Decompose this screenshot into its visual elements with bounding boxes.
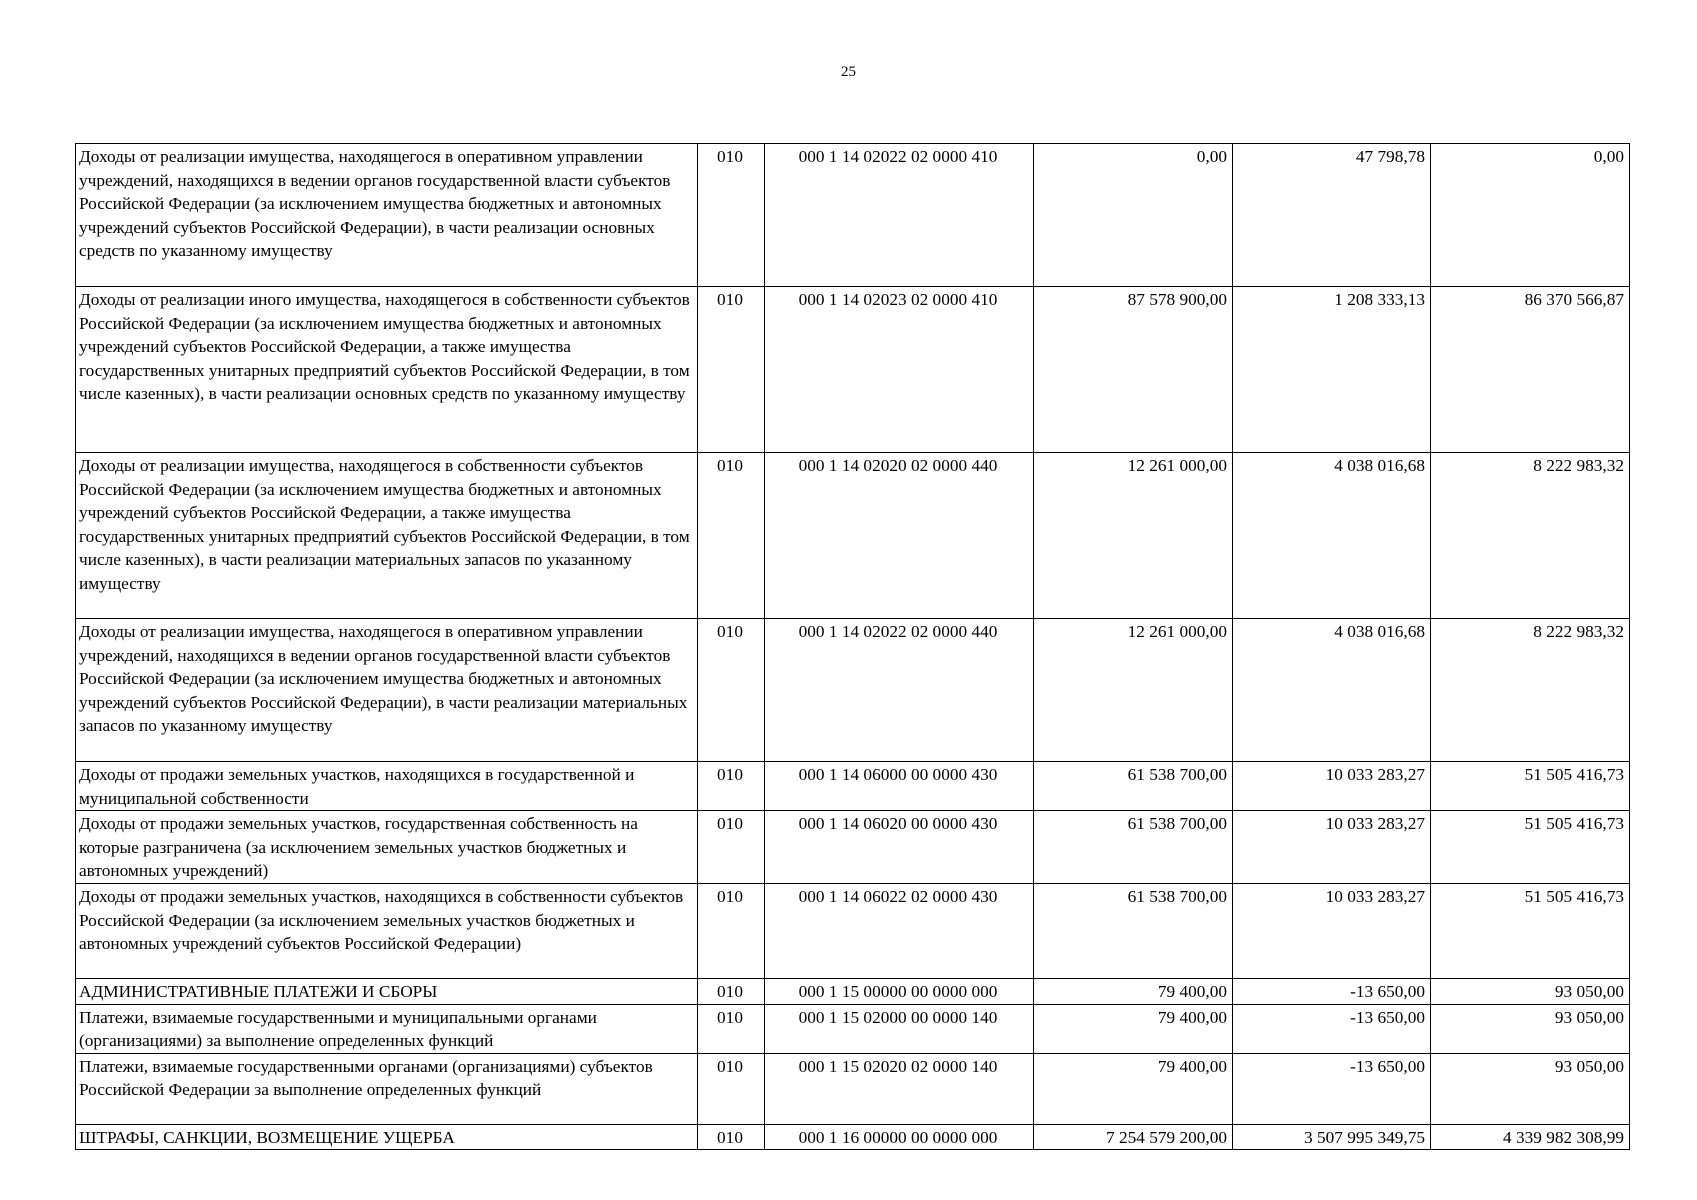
revenue-description: Доходы от продажи земельных участков, государственная собственность на которые разграничена (за исключением земельных участков бюджетных и автономных учреждений) <box>76 811 698 884</box>
budget-classification-code: 000 1 15 02020 02 0000 140 <box>765 1053 1034 1124</box>
line-code: 010 <box>698 287 765 453</box>
table-row <box>76 1004 1630 1053</box>
unexecuted-amount: 4 339 982 308,99 <box>1431 1124 1630 1150</box>
executed-amount: -13 650,00 <box>1233 1004 1431 1053</box>
approved-amount: 79 400,00 <box>1034 978 1233 1004</box>
revenue-description: Платежи, взимаемые государственными и муниципальными органами (организациями) за выполнение определенных функций <box>76 1004 698 1053</box>
revenue-description: Доходы от реализации имущества, находящегося в собственности субъектов Российской Федерации (за исключением имущества бюджетных и автономных учреждений субъектов Российской Федерации, а также имущества государственных унитарных предприятий субъектов Российской Федерации, в том числе казенных), в части реализации материальных запасов по указанному имуществу <box>76 453 698 619</box>
line-code: 010 <box>698 1124 765 1150</box>
line-code: 010 <box>698 883 765 978</box>
table-row <box>76 144 1630 287</box>
table-row <box>76 811 1630 884</box>
unexecuted-amount: 86 370 566,87 <box>1431 287 1630 453</box>
budget-classification-code: 000 1 14 06020 00 0000 430 <box>765 811 1034 884</box>
unexecuted-amount: 8 222 983,32 <box>1431 619 1630 762</box>
revenue-description: АДМИНИСТРАТИВНЫЕ ПЛАТЕЖИ И СБОРЫ <box>76 978 698 1004</box>
revenue-description: Доходы от реализации имущества, находящегося в оперативном управлении учреждений, находящихся в ведении органов государственной власти субъектов Российской Федерации (за исключением имущества бюджетных и автономных учреждений субъектов Российской Федерации), в части реализации материальных запасов по указанному имуществу <box>76 619 698 762</box>
table-row <box>76 453 1630 619</box>
unexecuted-amount: 51 505 416,73 <box>1431 811 1630 884</box>
line-code: 010 <box>698 144 765 287</box>
table-row <box>76 619 1630 762</box>
table-row <box>76 762 1630 811</box>
budget-classification-code: 000 1 16 00000 00 0000 000 <box>765 1124 1034 1150</box>
revenue-description: Доходы от реализации имущества, находящегося в оперативном управлении учреждений, находящихся в ведении органов государственной власти субъектов Российской Федерации (за исключением имущества бюджетных и автономных учреждений субъектов Российской Федерации), в части реализации основных средств по указанному имуществу <box>76 144 698 287</box>
executed-amount: 47 798,78 <box>1233 144 1431 287</box>
unexecuted-amount: 51 505 416,73 <box>1431 883 1630 978</box>
revenue-description: Платежи, взимаемые государственными органами (организациями) субъектов Российской Федерации за выполнение определенных функций <box>76 1053 698 1124</box>
revenue-description: Доходы от продажи земельных участков, находящихся в собственности субъектов Российской Федерации (за исключением земельных участков бюджетных и автономных учреждений субъектов Российской Федерации) <box>76 883 698 978</box>
approved-amount: 79 400,00 <box>1034 1053 1233 1124</box>
line-code: 010 <box>698 1053 765 1124</box>
page-number: 25 <box>841 64 856 80</box>
executed-amount: 4 038 016,68 <box>1233 619 1431 762</box>
line-code: 010 <box>698 1004 765 1053</box>
line-code: 010 <box>698 619 765 762</box>
revenue-description: Доходы от реализации иного имущества, находящегося в собственности субъектов Российской Федерации (за исключением имущества бюджетных и автономных учреждений субъектов Российской Федерации, а также имущества государственных унитарных предприятий субъектов Российской Федерации, в том числе казенных), в части реализации основных средств по указанному имуществу <box>76 287 698 453</box>
revenue-table <box>75 143 1630 1150</box>
budget-classification-code: 000 1 14 06000 00 0000 430 <box>765 762 1034 811</box>
approved-amount: 61 538 700,00 <box>1034 762 1233 811</box>
executed-amount: 10 033 283,27 <box>1233 811 1431 884</box>
budget-classification-code: 000 1 14 02023 02 0000 410 <box>765 287 1034 453</box>
approved-amount: 61 538 700,00 <box>1034 883 1233 978</box>
budget-classification-code: 000 1 14 06022 02 0000 430 <box>765 883 1034 978</box>
approved-amount: 0,00 <box>1034 144 1233 287</box>
budget-classification-code: 000 1 15 00000 00 0000 000 <box>765 978 1034 1004</box>
executed-amount: 3 507 995 349,75 <box>1233 1124 1431 1150</box>
approved-amount: 12 261 000,00 <box>1034 619 1233 762</box>
line-code: 010 <box>698 811 765 884</box>
line-code: 010 <box>698 453 765 619</box>
executed-amount: 4 038 016,68 <box>1233 453 1431 619</box>
executed-amount: 10 033 283,27 <box>1233 883 1431 978</box>
budget-classification-code: 000 1 14 02020 02 0000 440 <box>765 453 1034 619</box>
approved-amount: 7 254 579 200,00 <box>1034 1124 1233 1150</box>
table-row <box>76 287 1630 453</box>
unexecuted-amount: 93 050,00 <box>1431 978 1630 1004</box>
approved-amount: 12 261 000,00 <box>1034 453 1233 619</box>
unexecuted-amount: 8 222 983,32 <box>1431 453 1630 619</box>
executed-amount: -13 650,00 <box>1233 978 1431 1004</box>
line-code: 010 <box>698 762 765 811</box>
executed-amount: -13 650,00 <box>1233 1053 1431 1124</box>
budget-classification-code: 000 1 14 02022 02 0000 440 <box>765 619 1034 762</box>
table-row <box>76 1124 1630 1150</box>
table-row <box>76 1053 1630 1124</box>
line-code: 010 <box>698 978 765 1004</box>
budget-classification-code: 000 1 14 02022 02 0000 410 <box>765 144 1034 287</box>
approved-amount: 61 538 700,00 <box>1034 811 1233 884</box>
budget-classification-code: 000 1 15 02000 00 0000 140 <box>765 1004 1034 1053</box>
table-row <box>76 978 1630 1004</box>
approved-amount: 87 578 900,00 <box>1034 287 1233 453</box>
unexecuted-amount: 93 050,00 <box>1431 1053 1630 1124</box>
approved-amount: 79 400,00 <box>1034 1004 1233 1053</box>
executed-amount: 10 033 283,27 <box>1233 762 1431 811</box>
unexecuted-amount: 51 505 416,73 <box>1431 762 1630 811</box>
executed-amount: 1 208 333,13 <box>1233 287 1431 453</box>
revenue-description: ШТРАФЫ, САНКЦИИ, ВОЗМЕЩЕНИЕ УЩЕРБА <box>76 1124 698 1150</box>
unexecuted-amount: 93 050,00 <box>1431 1004 1630 1053</box>
unexecuted-amount: 0,00 <box>1431 144 1630 287</box>
table-row <box>76 883 1630 978</box>
revenue-description: Доходы от продажи земельных участков, находящихся в государственной и муниципальной собственности <box>76 762 698 811</box>
